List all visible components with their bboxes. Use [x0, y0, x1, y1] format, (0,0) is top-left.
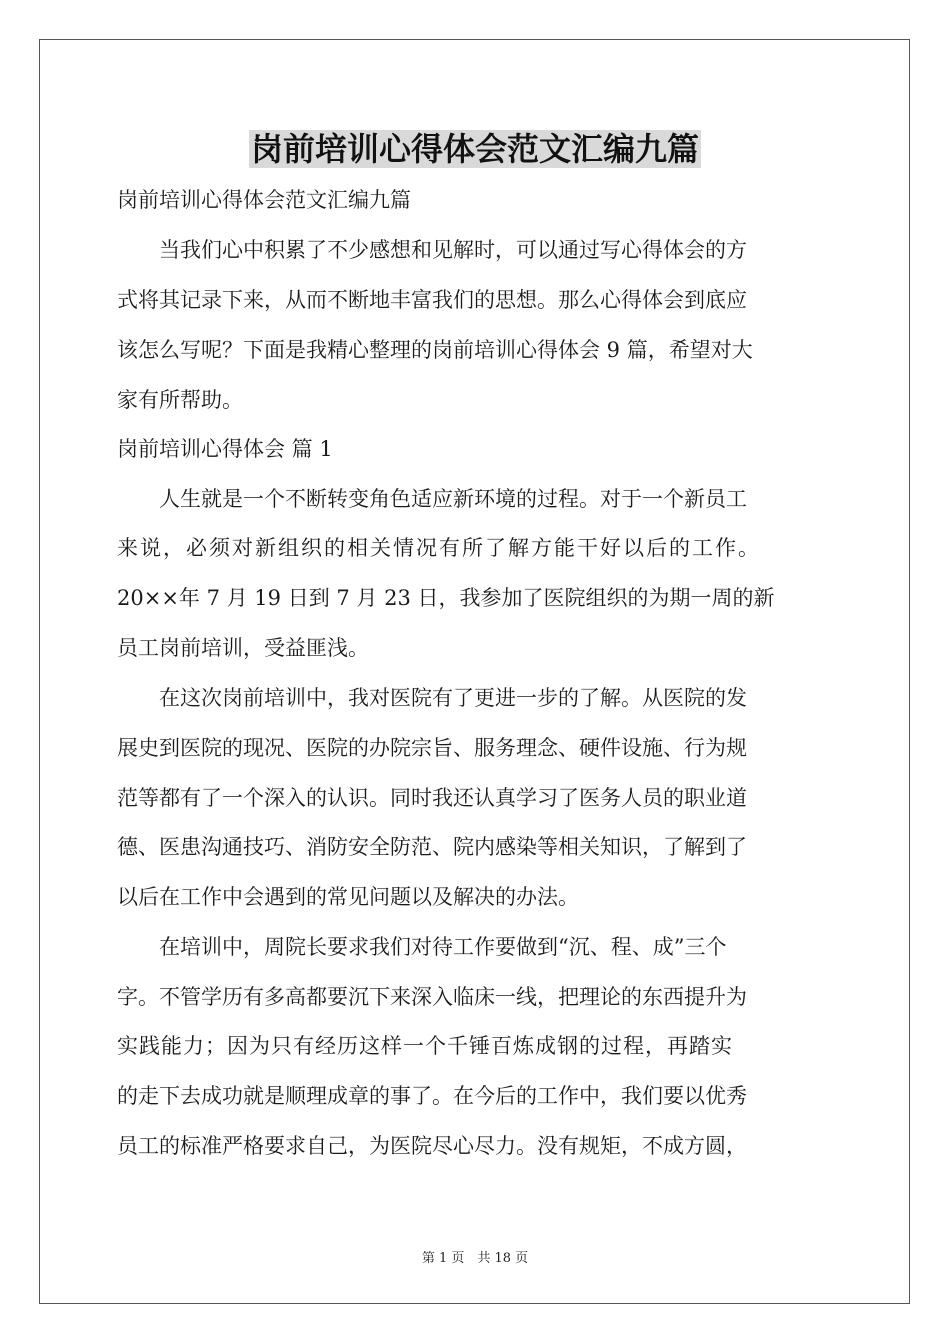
section-heading: 岗前培训心得体会 篇 1 [117, 437, 333, 461]
body-line: 在培训中，周院长要求我们对待工作要做到“沉、程、成”三个 [117, 935, 727, 959]
body-line: 德、医患沟通技巧、消防安全防范、院内感染等相关知识，了解到了 [117, 835, 747, 859]
body-line: 家有所帮助。 [117, 388, 243, 412]
body-line: 人生就是一个不断转变角色适应新环境的过程。对于一个新员工 [117, 487, 747, 511]
body-line: 员工岗前培训，受益匪浅。 [117, 636, 369, 660]
body-line: 式将其记录下来，从而不断地丰富我们的思想。那么心得体会到底应 [117, 288, 747, 312]
body-line: 在这次岗前培训中，我对医院有了更进一步的了解。从医院的发 [117, 686, 747, 710]
body-line: 的走下去成功就是顺理成章的事了。在今后的工作中，我们要以优秀 [117, 1084, 747, 1108]
body-line: 来说，必须对新组织的相关情况有所了解方能干好以后的工作。 [117, 536, 761, 560]
body-line: 以后在工作中会遇到的常见问题以及解决的办法。 [117, 885, 579, 909]
document-title-text: 岗前培训心得体会范文汇编九篇 [250, 130, 699, 168]
body-line: 该怎么写呢？下面是我精心整理的岗前培训心得体会 9 篇，希望对大 [117, 338, 753, 362]
body-line: 范等都有了一个深入的认识。同时我还认真学习了医务人员的职业道 [117, 786, 747, 810]
body-line: 20××年 7 月 19 日到 7 月 23 日，我参加了医院组织的为期一周的新 [117, 586, 775, 610]
page-footer: 第 1 页 共 18 页 [421, 1251, 529, 1266]
body-line: 字。不管学历有多高都要沉下来深入临床一线，把理论的东西提升为 [117, 985, 747, 1009]
document-title [0, 127, 950, 171]
body-line: 岗前培训心得体会范文汇编九篇 [117, 188, 411, 212]
body-line: 员工的标准严格要求自己，为医院尽心尽力。没有规矩，不成方圆， [117, 1134, 747, 1158]
body-line: 展史到医院的现况、医院的办院宗旨、服务理念、硬件设施、行为规 [117, 736, 747, 760]
body-line: 当我们心中积累了不少感想和见解时，可以通过写心得体会的方 [117, 238, 747, 262]
body-line: 实践能力；因为只有经历这样一个千锤百炼成钢的过程，再踏实 [117, 1034, 733, 1058]
